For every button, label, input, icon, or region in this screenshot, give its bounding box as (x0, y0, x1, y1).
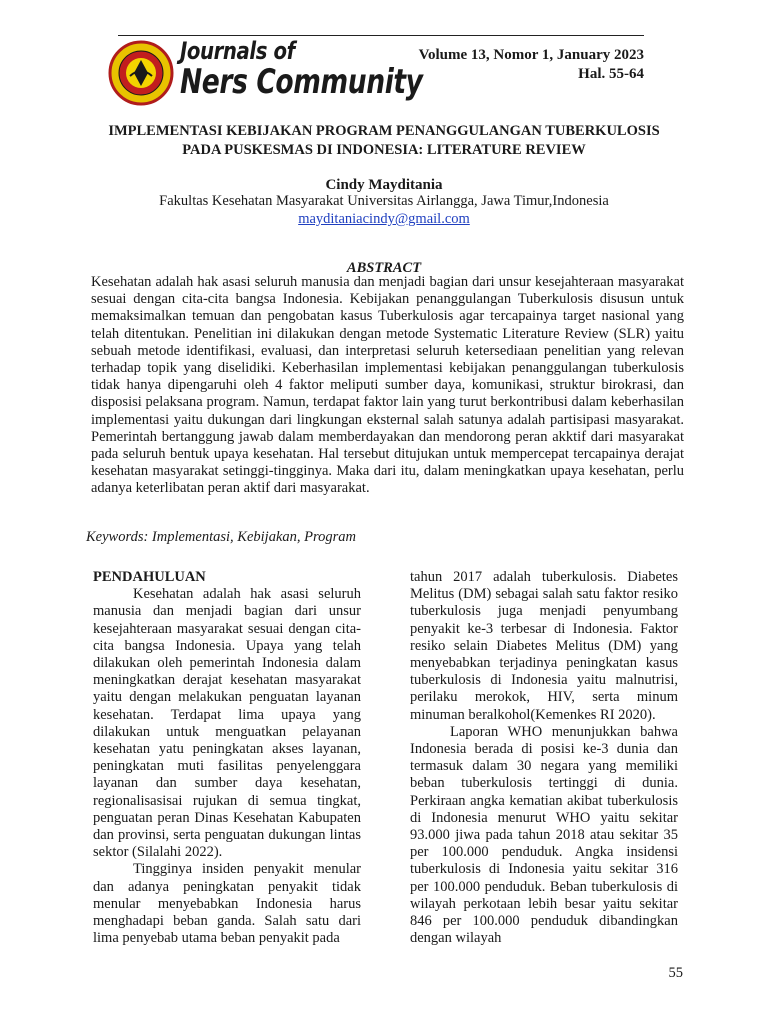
author-name: Cindy Mayditania (325, 177, 443, 193)
pages-line: Hal. 55-64 (578, 66, 644, 82)
abstract-heading: ABSTRACT (346, 260, 422, 276)
abstract-text: Kesehatan adalah hak asasi seluruh manusia dan menjadi bagian dari unsur kesejahteraan masyarakat sesuai dengan cita-cita bangsa Indonesia. Kebijakan penanggulangan Tuberkulosis disusun untuk memaksimalkan temuan dan pengobatan kasus Tuberkulosis agar tercapainya target nasional yang telah ditentukan. Penelitian ini dilakukan dengan metode Systematic Literature Review (SLR) yaitu sebuah metode identifikasi, evaluasi, dan interpretasi seluruh ketersediaan penelitian yang relevan terhadap topik yang diselidiki. Keberhasilan implementasi kebijakan penanggulangan tuberkulosis tidak hanya dipengaruhi oleh 4 faktor meliputi sumber daya, komunikasi, struktur birokrasi, dan disposisi pelaksana program. Namun, terdapat faktor lain yang turut berkontribusi dalam keberhasilan implementasi yaitu dukungan dari lingkungan eksternal salah satunya adalah partisipasi masyarakat. Pemerintah bertanggung jawab dalam memberdayakan dan mendorong peran akktif dari masyarakat pada seluruh bentuk upaya kesehatan. Hal tersebut ditujukan untuk mempercepat tercapainya derajat kesehatan masyarakat setinggi-tingginya. Maka dari itu, dalam meningkatkan upaya kesehatan, perlu adanya keterlibatan peran aktif dari masyarakat. (91, 274, 684, 497)
article-title (80, 122, 688, 160)
title-line2: PADA PUSKESMAS DI INDONESIA: LITERATURE REVIEW (182, 142, 586, 158)
keywords: Keywords: Implementasi, Kebijakan, Program (86, 529, 356, 545)
author-email-link[interactable]: mayditaniacindy@gmail.com (298, 211, 470, 227)
page-number: 55 (668, 965, 683, 981)
paragraph: tahun 2017 adalah tuberkulosis. Diabetes Melitus (DM) sebagai salah satu faktor resiko tuberkulosis juga menjadi penyumbang penyakit ke-3 terbesar di Indonesia. Faktor resiko selain Diabetes Melitus (DM) yang menyebabkan terjadinya peningkatan kasus tuberkulosis di Indonesia yaitu malnutrisi, perilaku merokok, HIV, serta minum minuman beralkohol(Kemenkes RI 2020). (410, 569, 678, 723)
journal-name-line2: Ners Community (180, 62, 423, 102)
title-line1: IMPLEMENTASI KEBIJAKAN PROGRAM PENANGGULANGAN TUBERKULOSIS (108, 123, 660, 139)
author-email (80, 211, 688, 228)
author-affiliation: Fakultas Kesehatan Masyarakat Universitas Airlangga, Jawa Timur,Indonesia (159, 193, 609, 209)
paragraph: Tingginya insiden penyakit menular dan adanya peningkatan penyakit tidak menular menyebabkan Indonesia harus menghadapi beban ganda. Salah satu dari lima penyebab utama beban penyakit pada (93, 861, 361, 947)
journal-name-line1: Journals of (180, 37, 295, 65)
paragraph: Laporan WHO menunjukkan bahwa Indonesia berada di posisi ke-3 dunia dan termasuk dalam 30 negara yang memiliki beban tuberkulosis tertinggi di dunia. Perkiraan angka kematian akibat tuberkulosis di Indonesia menurut WHO yaitu sekitar 93.000 jiwa pada tahun 2018 atau sekitar 35 per 100.000 penduduk. Angka insidensi tuberkulosis di Indonesia yaitu sekitar 316 per 100.000 penduduk. Beban tuberkulosis di wilayah perkotaan lebih besar yaitu sekitar 846 per 100.000 penduduk dibandingkan dengan wilayah (410, 723, 678, 947)
section-heading: PENDAHULUAN (93, 569, 206, 585)
paragraph: Kesehatan adalah hak asasi seluruh manusia dan menjadi bagian dari unsur kesejahteraan masyarakat sesuai dengan cita-cita bangsa Indonesia. Upaya yang telah dilakukan oleh pemerintah Indonesia dalam meningkatkan derajat kesehatan masyarakat yaitu dengan melakukan penguatan layanan kesehatan. Terdapat lima upaya yang dilakukan untuk menguatkan pelayanan kesehatan yatu peningkatan akses layanan, peningkatan muti fasilitas penyelenggara layanan dan sumber daya kesehatan, regionalisasisai rujukan di semua tingkat, penguatan peran Dinas Kesehatan Kabupaten dan provinsi, serta penguatan dukungan lintas sektor (Silalahi 2022). (93, 586, 361, 861)
header-rule (118, 35, 644, 36)
issue-info (419, 46, 644, 84)
left-column (93, 569, 361, 947)
university-seal-logo (108, 40, 174, 106)
right-column (410, 569, 678, 947)
volume-line: Volume 13, Nomor 1, January 2023 (418, 47, 644, 63)
